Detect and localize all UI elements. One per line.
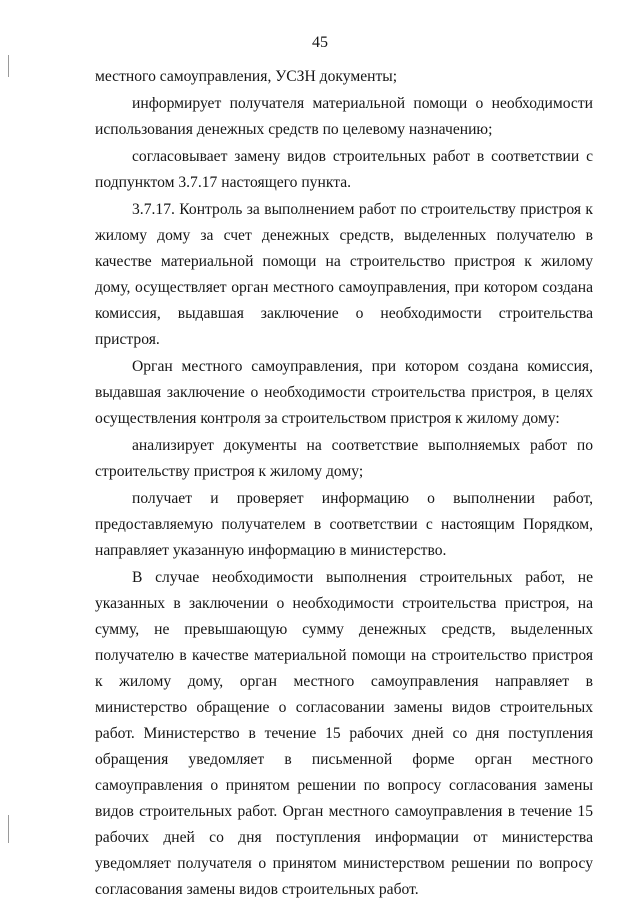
paragraph-6: анализирует документы на соответствие выполняемых работ по строительству пристроя к жилому дому; bbox=[95, 437, 593, 480]
document-body bbox=[95, 64, 593, 904]
paragraph-4: 3.7.17. Контроль за выполнением работ по строительству пристроя к жилому дому за счет денежных средств, выделенных получателю в качестве материальной помощи на строительство пристроя к жилому дому, осуществляет орган местного самоуправления, при котором создана комиссия, выдавшая заключение о необходимости строительства пристроя. bbox=[95, 201, 593, 348]
page-number: 45 bbox=[312, 34, 328, 51]
scan-edge-mark-bottom bbox=[8, 815, 9, 843]
paragraph-8: В случае необходимости выполнения строительных работ, не указанных в заключении о необходимости строительства пристроя, на сумму, не превышающую сумму денежных средств, выделенных получателю в качестве материальной помощи на строительство пристроя к жилому дому, орган местного самоуправления направляет в министерство обращение о согласовании замены видов строительных работ. Министерство в течение 15 рабочих дней со дня поступления обращения уведомляет в письменной форме орган местного самоуправления о принятом решении по вопросу согласования замены видов строительных работ. Орган местного самоуправления в течение 15 рабочих дней со дня поступления информации от министерства уведомляет получателя о принятом министерством решении по вопросу согласования замены видов строительных работ. bbox=[95, 569, 593, 898]
scan-edge-mark-top bbox=[8, 55, 9, 77]
paragraph-3: согласовывает замену видов строительных работ в соответствии с подпунктом 3.7.17 настоящего пункта. bbox=[95, 148, 593, 191]
paragraph-1: местного самоуправления, УСЗН документы; bbox=[95, 68, 398, 85]
paragraph-7: получает и проверяет информацию о выполнении работ, предоставляемую получателем в соответствии с настоящим Порядком, направляет указанную информацию в министерство. bbox=[95, 490, 593, 559]
paragraph-5: Орган местного самоуправления, при котором создана комиссия, выдавшая заключение о необходимости строительства пристроя, в целях осуществления контроля за строительством пристроя к жилому дому: bbox=[95, 358, 593, 427]
paragraph-2: информирует получателя материальной помощи о необходимости использования денежных средств по целевому назначению; bbox=[95, 95, 593, 138]
